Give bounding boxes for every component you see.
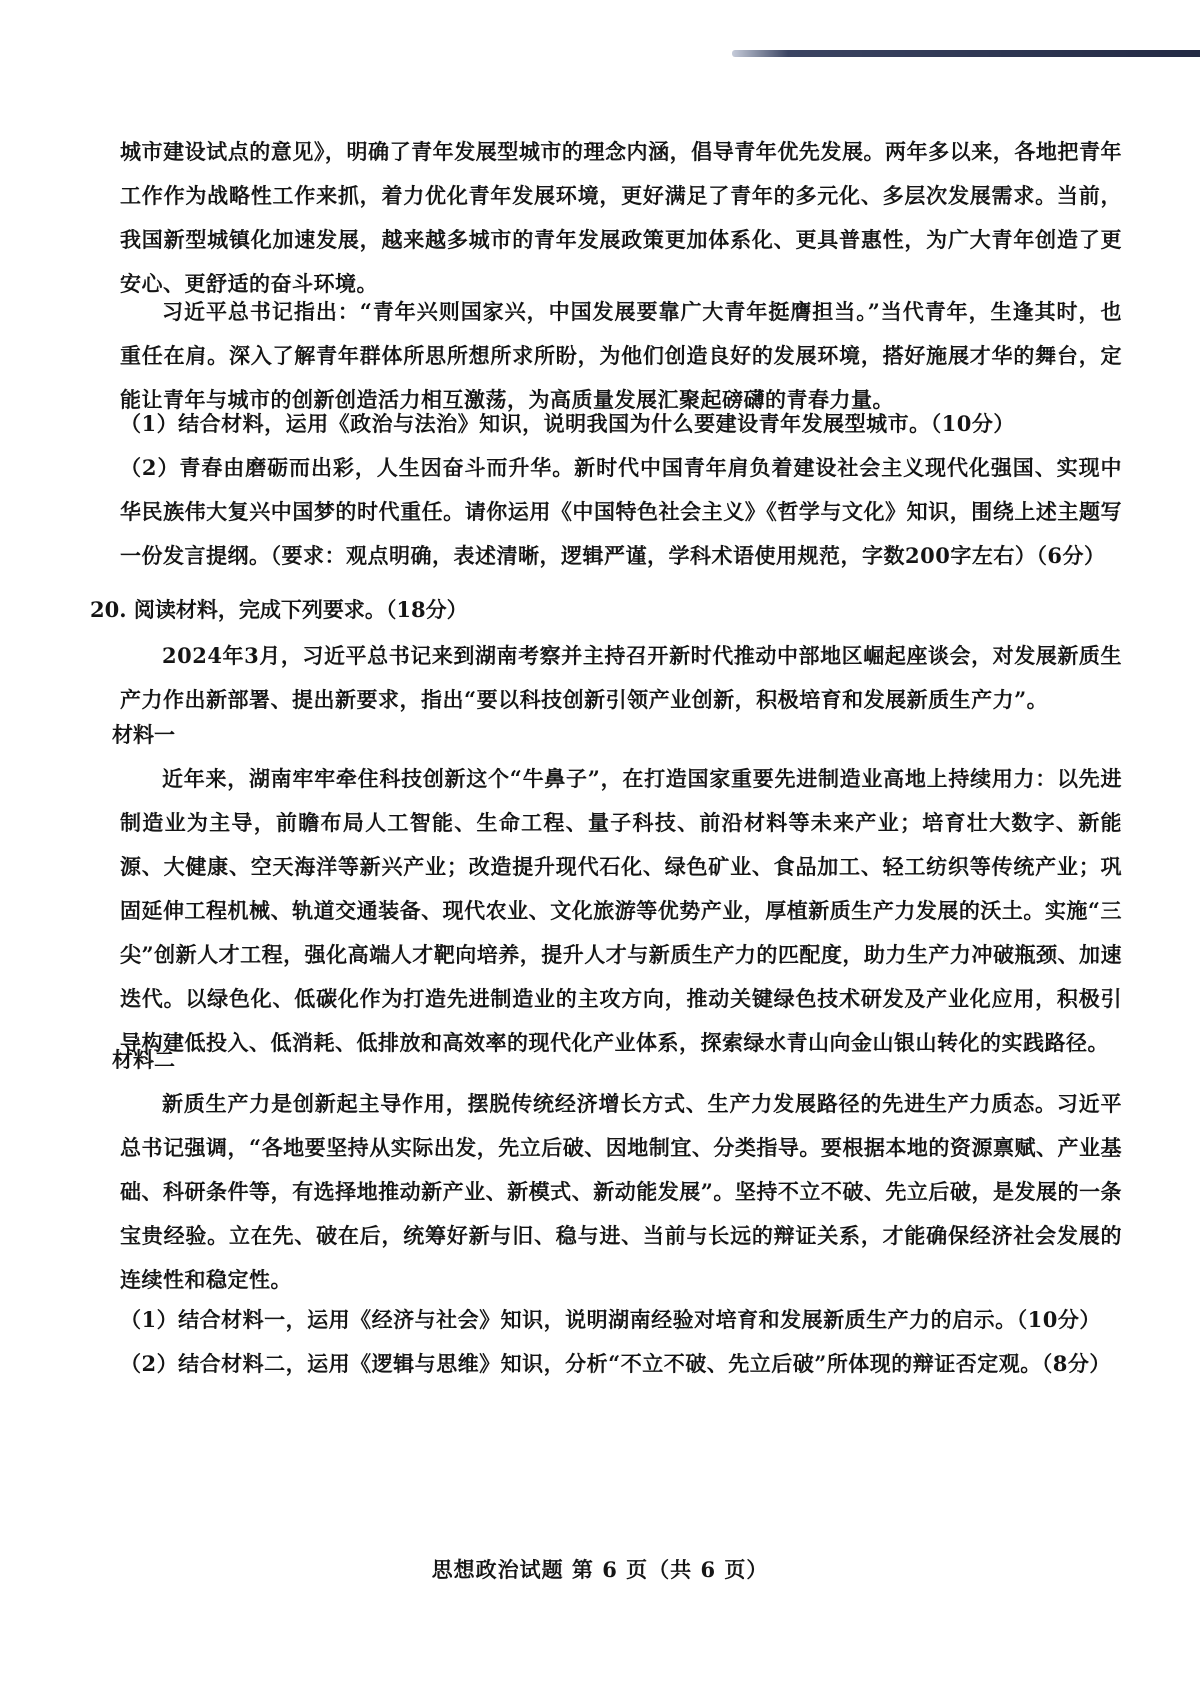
question-19-1: （1）结合材料，运用《政治与法治》知识，说明我国为什么要建设青年发展型城市。（10分） xyxy=(120,411,1015,436)
header-rule xyxy=(732,50,1200,57)
material-1-label: 材料一 xyxy=(112,722,175,747)
question-20-2: （2）结合材料二，运用《逻辑与思维》知识，分析“不立不破、先立后破”所体现的辩证否定观。（8分） xyxy=(120,1351,1111,1376)
material-2-label: 材料二 xyxy=(112,1047,175,1072)
page-footer: 思想政治试题 第 6 页（共 6 页） xyxy=(431,1557,769,1582)
material-1-text: 近年来，湖南牢牢牵住科技创新这个“牛鼻子”，在打造国家重要先进制造业高地上持续用力：以先进制造业为主导，前瞻布局人工智能、生命工程、量子科技、前沿材料等未来产业；培育壮大数字、新能源、大健康、空天海洋等新兴产业；改造提升现代石化、绿色矿业、食品加工、轻工纺织等传统产业；巩固延伸工程机械、轨道交通装备、现代农业、文化旅游等优势产业，厚植新质生产力发展的沃土。实施“三尖”创新人才工程，强化高端人才靶向培养，提升人才与新质生产力的匹配度，助力生产力冲破瓶颈、加速迭代。以绿色化、低碳化作为打造先进制造业的主攻方向，推动关键绿色技术研发及产业化应用，积极引导构建低投入、低消耗、低排放和高效率的现代化产业体系，探索绿水青山向金山银山转化的实践路径。 xyxy=(120,766,1122,1055)
question-20-heading: 20. 阅读材料，完成下列要求。（18分） xyxy=(90,597,468,622)
material-2-text: 新质生产力是创新起主导作用，摆脱传统经济增长方式、生产力发展路径的先进生产力质态。习近平总书记强调，“各地要坚持从实际出发，先立后破、因地制宜、分类指导。要根据本地的资源禀赋、产业基础、科研条件等，有选择地推动新产业、新模式、新动能发展”。坚持不立不破、先立后破，是发展的一条宝贵经验。立在先、破在后，统筹好新与旧、稳与进、当前与长远的辩证关系，才能确保经济社会发展的连续性和稳定性。 xyxy=(120,1091,1122,1292)
intro-continuation-paragraph: 城市建设试点的意见》，明确了青年发展型城市的理念内涵，倡导青年优先发展。两年多以来，各地把青年工作作为战略性工作来抓，着力优化青年发展环境，更好满足了青年的多元化、多层次发展需求。当前，我国新型城镇化加速发展，越来越多城市的青年发展政策更加体系化、更具普惠性，为广大青年创造了更安心、更舒适的奋斗环境。 xyxy=(120,139,1122,296)
quote-paragraph: 习近平总书记指出：“青年兴则国家兴，中国发展要靠广大青年挺膺担当。”当代青年，生逢其时，也重任在肩。深入了解青年群体所思所想所求所盼，为他们创造良好的发展环境，搭好施展才华的舞台，定能让青年与城市的创新创造活力相互激荡，为高质量发展汇聚起磅礴的青春力量。 xyxy=(120,299,1122,412)
question-19-2: （2）青春由磨砺而出彩，人生因奋斗而升华。新时代中国青年肩负着建设社会主义现代化强国、实现中华民族伟大复兴中国梦的时代重任。请你运用《中国特色社会主义》《哲学与文化》知识，围绕上述主题写一份发言提纲。（要求：观点明确，表述清晰，逻辑严谨，学科术语使用规范，字数200字左右）（6分） xyxy=(120,455,1122,568)
question-20-1: （1）结合材料一，运用《经济与社会》知识，说明湖南经验对培育和发展新质生产力的启示。（10分） xyxy=(120,1307,1101,1332)
question-20-intro: 2024年3月，习近平总书记来到湖南考察并主持召开新时代推动中部地区崛起座谈会，对发展新质生产力作出新部署、提出新要求，指出“要以科技创新引领产业创新，积极培育和发展新质生产力”。 xyxy=(120,643,1122,712)
